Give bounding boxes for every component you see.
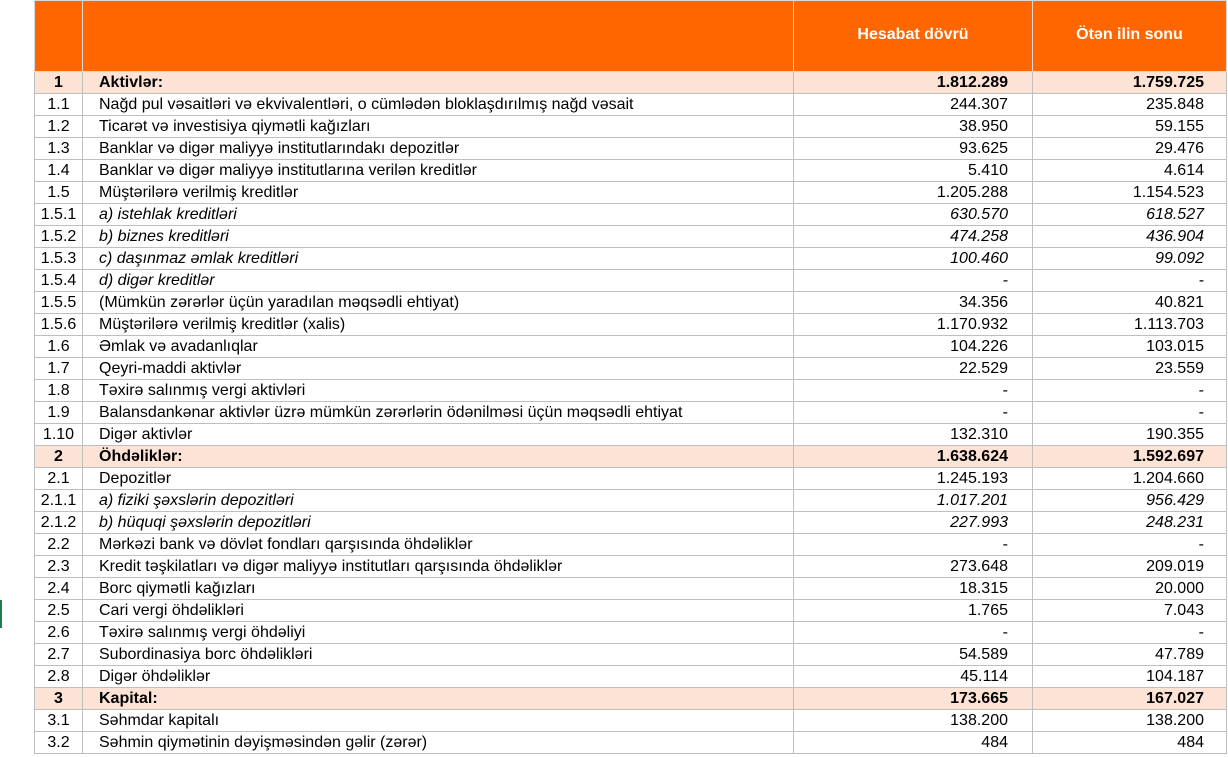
table-row bbox=[35, 600, 1227, 622]
header-current-period: Hesabat dövrü bbox=[794, 1, 1033, 72]
row-number-cell[interactable]: 1.5 bbox=[35, 182, 83, 204]
row-label-cell[interactable]: Öhdəliklər: bbox=[83, 446, 794, 468]
row-current-value-cell[interactable]: - bbox=[794, 380, 1033, 402]
row-current-value-cell[interactable]: 1.245.193 bbox=[794, 468, 1033, 490]
row-previous-value-cell[interactable]: 436.904 bbox=[1033, 226, 1227, 248]
row-label-cell[interactable]: Depozitlər bbox=[83, 468, 794, 490]
table-row bbox=[35, 336, 1227, 358]
row-current-value-cell[interactable]: 132.310 bbox=[794, 424, 1033, 446]
row-current-value-cell[interactable]: 1.017.201 bbox=[794, 490, 1033, 512]
row-label-cell[interactable]: Səhmdar kapitalı bbox=[83, 710, 794, 732]
row-previous-value-cell[interactable]: - bbox=[1033, 270, 1227, 292]
row-number-cell[interactable]: 3 bbox=[35, 688, 83, 710]
row-label-cell[interactable]: b) biznes kreditləri bbox=[83, 226, 794, 248]
row-number-cell[interactable]: 2.1 bbox=[35, 468, 83, 490]
table-row bbox=[35, 644, 1227, 666]
row-previous-value-cell[interactable]: 190.355 bbox=[1033, 424, 1227, 446]
row-current-value-cell[interactable]: 5.410 bbox=[794, 160, 1033, 182]
row-current-value-cell[interactable]: 273.648 bbox=[794, 556, 1033, 578]
row-label-cell[interactable]: Aktivlər: bbox=[83, 72, 794, 94]
row-current-value-cell[interactable]: 100.460 bbox=[794, 248, 1033, 270]
row-number-cell[interactable]: 2 bbox=[35, 446, 83, 468]
row-previous-value-cell[interactable]: 248.231 bbox=[1033, 512, 1227, 534]
row-number-cell[interactable]: 1.6 bbox=[35, 336, 83, 358]
row-number-cell[interactable]: 1.5.3 bbox=[35, 248, 83, 270]
row-current-value-cell[interactable]: - bbox=[794, 270, 1033, 292]
row-previous-value-cell[interactable]: 20.000 bbox=[1033, 578, 1227, 600]
row-previous-value-cell[interactable]: 1.113.703 bbox=[1033, 314, 1227, 336]
row-label-cell[interactable]: Cari vergi öhdəlikləri bbox=[83, 600, 794, 622]
balance-table bbox=[34, 0, 1227, 754]
row-label-cell[interactable]: c) daşınmaz əmlak kreditləri bbox=[83, 248, 794, 270]
row-previous-value-cell[interactable]: 104.187 bbox=[1033, 666, 1227, 688]
table-body bbox=[35, 72, 1227, 754]
table-row bbox=[35, 160, 1227, 182]
row-previous-value-cell[interactable]: - bbox=[1033, 402, 1227, 424]
row-current-value-cell[interactable]: 22.529 bbox=[794, 358, 1033, 380]
row-number-cell[interactable]: 1.5.5 bbox=[35, 292, 83, 314]
row-current-value-cell[interactable]: 45.114 bbox=[794, 666, 1033, 688]
row-label-cell[interactable]: Balansdankənar aktivlər üzrə mümkün zərərlərin ödənilməsi üçün məqsədli ehtiyat bbox=[83, 402, 794, 424]
row-label-cell[interactable]: Səhmin qiymətinin dəyişməsindən gəlir (zərər) bbox=[83, 732, 794, 754]
header-row bbox=[35, 1, 1227, 72]
row-current-value-cell[interactable]: 38.950 bbox=[794, 116, 1033, 138]
row-number-cell[interactable]: 1.5.6 bbox=[35, 314, 83, 336]
row-previous-value-cell[interactable]: 1.154.523 bbox=[1033, 182, 1227, 204]
row-label-cell[interactable]: Əmlak və avadanlıqlar bbox=[83, 336, 794, 358]
row-current-value-cell[interactable]: 54.589 bbox=[794, 644, 1033, 666]
row-current-value-cell[interactable]: 1.170.932 bbox=[794, 314, 1033, 336]
table-row bbox=[35, 622, 1227, 644]
row-previous-value-cell[interactable]: 23.559 bbox=[1033, 358, 1227, 380]
table-row bbox=[35, 314, 1227, 336]
row-previous-value-cell[interactable]: 4.614 bbox=[1033, 160, 1227, 182]
row-previous-value-cell[interactable]: - bbox=[1033, 622, 1227, 644]
row-label-cell[interactable]: b) hüquqi şəxslərin depozitləri bbox=[83, 512, 794, 534]
header-label-cell bbox=[83, 1, 794, 72]
row-previous-value-cell[interactable]: 1.204.660 bbox=[1033, 468, 1227, 490]
table-row bbox=[35, 380, 1227, 402]
row-current-value-cell[interactable]: 1.812.289 bbox=[794, 72, 1033, 94]
table-row bbox=[35, 490, 1227, 512]
row-number-cell[interactable]: 1.5.4 bbox=[35, 270, 83, 292]
row-current-value-cell[interactable]: 1.765 bbox=[794, 600, 1033, 622]
table-row bbox=[35, 556, 1227, 578]
row-label-cell[interactable]: Təxirə salınmış vergi öhdəliyi bbox=[83, 622, 794, 644]
row-previous-value-cell[interactable]: 235.848 bbox=[1033, 94, 1227, 116]
row-label-cell[interactable]: Kapital: bbox=[83, 688, 794, 710]
row-label-cell[interactable]: Digər öhdəliklər bbox=[83, 666, 794, 688]
row-label-cell[interactable]: d) digər kreditlər bbox=[83, 270, 794, 292]
row-label-cell[interactable]: a) istehlak kreditləri bbox=[83, 204, 794, 226]
table-row bbox=[35, 666, 1227, 688]
table-row bbox=[35, 94, 1227, 116]
row-previous-value-cell[interactable]: 484 bbox=[1033, 732, 1227, 754]
row-previous-value-cell[interactable]: 138.200 bbox=[1033, 710, 1227, 732]
row-previous-value-cell[interactable]: 167.027 bbox=[1033, 688, 1227, 710]
row-label-cell[interactable]: Nağd pul vəsaitləri və ekvivalentləri, o cümlədən bloklaşdırılmış nağd vəsait bbox=[83, 94, 794, 116]
sheet-edge-marker bbox=[0, 600, 2, 628]
row-label-cell[interactable]: a) fiziki şəxslərin depozitləri bbox=[83, 490, 794, 512]
row-current-value-cell[interactable]: 1.638.624 bbox=[794, 446, 1033, 468]
header-num-cell bbox=[35, 1, 83, 72]
row-current-value-cell[interactable]: 104.226 bbox=[794, 336, 1033, 358]
balance-sheet bbox=[34, 0, 1226, 754]
table-row bbox=[35, 226, 1227, 248]
row-number-cell[interactable]: 2.3 bbox=[35, 556, 83, 578]
table-row bbox=[35, 710, 1227, 732]
table-row bbox=[35, 732, 1227, 754]
row-previous-value-cell[interactable]: - bbox=[1033, 380, 1227, 402]
row-number-cell[interactable]: 1.3 bbox=[35, 138, 83, 160]
table-row bbox=[35, 270, 1227, 292]
table-row bbox=[35, 292, 1227, 314]
row-label-cell[interactable]: Banklar və digər maliyyə institutlarındakı depozitlər bbox=[83, 138, 794, 160]
row-label-cell[interactable]: Subordinasiya borc öhdəlikləri bbox=[83, 644, 794, 666]
row-current-value-cell[interactable]: 1.205.288 bbox=[794, 182, 1033, 204]
row-previous-value-cell[interactable]: 47.789 bbox=[1033, 644, 1227, 666]
row-previous-value-cell[interactable]: 1.759.725 bbox=[1033, 72, 1227, 94]
row-number-cell[interactable]: 2.5 bbox=[35, 600, 83, 622]
row-number-cell[interactable]: 1.2 bbox=[35, 116, 83, 138]
row-current-value-cell[interactable]: 474.258 bbox=[794, 226, 1033, 248]
row-number-cell[interactable]: 1.9 bbox=[35, 402, 83, 424]
table-row bbox=[35, 72, 1227, 94]
row-number-cell[interactable]: 1.10 bbox=[35, 424, 83, 446]
row-label-cell[interactable]: Digər aktivlər bbox=[83, 424, 794, 446]
row-number-cell[interactable]: 1 bbox=[35, 72, 83, 94]
row-number-cell[interactable]: 1.4 bbox=[35, 160, 83, 182]
table-row bbox=[35, 688, 1227, 710]
row-current-value-cell[interactable]: 227.993 bbox=[794, 512, 1033, 534]
row-label-cell[interactable]: Banklar və digər maliyyə institutlarına verilən kreditlər bbox=[83, 160, 794, 182]
row-label-cell[interactable]: Müştərilərə verilmiş kreditlər (xalis) bbox=[83, 314, 794, 336]
row-number-cell[interactable]: 2.1.2 bbox=[35, 512, 83, 534]
row-current-value-cell[interactable]: 93.625 bbox=[794, 138, 1033, 160]
row-previous-value-cell[interactable]: 618.527 bbox=[1033, 204, 1227, 226]
row-label-cell[interactable]: Ticarət və investisiya qiymətli kağızları bbox=[83, 116, 794, 138]
row-number-cell[interactable]: 2.2 bbox=[35, 534, 83, 556]
row-previous-value-cell[interactable]: 7.043 bbox=[1033, 600, 1227, 622]
row-number-cell[interactable]: 2.7 bbox=[35, 644, 83, 666]
row-number-cell[interactable]: 2.1.1 bbox=[35, 490, 83, 512]
row-current-value-cell[interactable]: 630.570 bbox=[794, 204, 1033, 226]
row-current-value-cell[interactable]: 34.356 bbox=[794, 292, 1033, 314]
row-previous-value-cell[interactable]: 209.019 bbox=[1033, 556, 1227, 578]
row-label-cell[interactable]: Təxirə salınmış vergi aktivləri bbox=[83, 380, 794, 402]
row-label-cell[interactable]: Qeyri-maddi aktivlər bbox=[83, 358, 794, 380]
row-current-value-cell[interactable]: 484 bbox=[794, 732, 1033, 754]
row-current-value-cell[interactable]: 244.307 bbox=[794, 94, 1033, 116]
row-previous-value-cell[interactable]: 956.429 bbox=[1033, 490, 1227, 512]
table-row bbox=[35, 468, 1227, 490]
table-row bbox=[35, 578, 1227, 600]
row-previous-value-cell[interactable]: 59.155 bbox=[1033, 116, 1227, 138]
row-label-cell[interactable]: Mərkəzi bank və dövlət fondları qarşısında öhdəliklər bbox=[83, 534, 794, 556]
row-current-value-cell[interactable]: - bbox=[794, 622, 1033, 644]
table-row bbox=[35, 182, 1227, 204]
table-row bbox=[35, 534, 1227, 556]
row-previous-value-cell[interactable]: 103.015 bbox=[1033, 336, 1227, 358]
table-row bbox=[35, 204, 1227, 226]
row-previous-value-cell[interactable]: 40.821 bbox=[1033, 292, 1227, 314]
table-row bbox=[35, 402, 1227, 424]
row-current-value-cell[interactable]: 173.665 bbox=[794, 688, 1033, 710]
row-current-value-cell[interactable]: - bbox=[794, 402, 1033, 424]
row-current-value-cell[interactable]: 138.200 bbox=[794, 710, 1033, 732]
row-number-cell[interactable]: 3.2 bbox=[35, 732, 83, 754]
row-number-cell[interactable]: 1.5.2 bbox=[35, 226, 83, 248]
row-label-cell[interactable]: Müştərilərə verilmiş kreditlər bbox=[83, 182, 794, 204]
row-number-cell[interactable]: 1.5.1 bbox=[35, 204, 83, 226]
table-row bbox=[35, 446, 1227, 468]
row-number-cell[interactable]: 2.6 bbox=[35, 622, 83, 644]
row-label-cell[interactable]: Borc qiymətli kağızları bbox=[83, 578, 794, 600]
row-previous-value-cell[interactable]: 1.592.697 bbox=[1033, 446, 1227, 468]
header-previous-year-end: Ötən ilin sonu bbox=[1033, 1, 1227, 72]
row-current-value-cell[interactable]: 18.315 bbox=[794, 578, 1033, 600]
table-row bbox=[35, 424, 1227, 446]
row-number-cell[interactable]: 2.8 bbox=[35, 666, 83, 688]
row-number-cell[interactable]: 1.8 bbox=[35, 380, 83, 402]
row-number-cell[interactable]: 1.1 bbox=[35, 94, 83, 116]
table-row bbox=[35, 512, 1227, 534]
row-number-cell[interactable]: 2.4 bbox=[35, 578, 83, 600]
row-previous-value-cell[interactable]: 99.092 bbox=[1033, 248, 1227, 270]
table-row bbox=[35, 116, 1227, 138]
row-current-value-cell[interactable]: - bbox=[794, 534, 1033, 556]
table-row bbox=[35, 248, 1227, 270]
table-row bbox=[35, 358, 1227, 380]
table-row bbox=[35, 138, 1227, 160]
row-previous-value-cell[interactable]: - bbox=[1033, 534, 1227, 556]
row-label-cell[interactable]: (Mümkün zərərlər üçün yaradılan məqsədli ehtiyat) bbox=[83, 292, 794, 314]
row-label-cell[interactable]: Kredit təşkilatları və digər maliyyə institutları qarşısında öhdəliklər bbox=[83, 556, 794, 578]
row-previous-value-cell[interactable]: 29.476 bbox=[1033, 138, 1227, 160]
row-number-cell[interactable]: 3.1 bbox=[35, 710, 83, 732]
row-number-cell[interactable]: 1.7 bbox=[35, 358, 83, 380]
